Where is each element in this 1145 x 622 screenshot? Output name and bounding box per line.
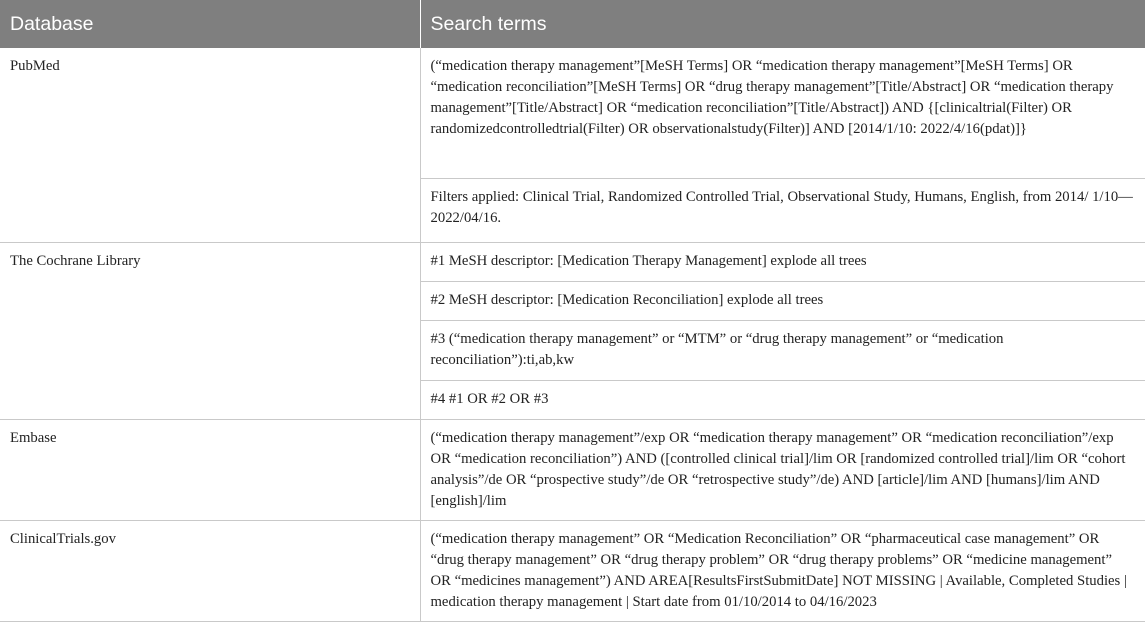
table-row <box>0 521 1145 622</box>
database-cell-pubmed: PubMed <box>0 48 420 243</box>
search-term-cell: #3 (“medication therapy management” or “MTM” or “drug therapy management” or “medication reconciliation”):ti,ab,kw <box>420 321 1145 381</box>
header-search-terms: Search terms <box>420 0 1145 48</box>
search-term-cell: Filters applied: Clinical Trial, Randomized Controlled Trial, Observational Study, Humans, English, from 2014/ 1/10—2022/04/16. <box>420 179 1145 243</box>
search-term-cell: (“medication therapy management”/exp OR “medication therapy management” OR “medication reconciliation”/exp OR “medication reconciliation”) AND ([controlled clinical trial]/lim OR [randomized controlled trial]/lim OR “cohort analysis”/de OR “prospective study”/de OR “retrospective study”/de) AND [article]/lim AND [humans]/lim AND [english]/lim <box>420 420 1145 521</box>
search-term-cell: (“medication therapy management”[MeSH Terms] OR “medication therapy management”[MeSH Terms] OR “medication reconciliation”[MeSH Terms] OR “drug therapy management”[Title/Abstract] OR “medication therapy management”[Title/Abstract] OR “medication reconciliation”[Title/Abstract]) AND {[clinicaltrial(Filter) OR randomizedcontrolledtrial(Filter) OR observationalstudy(Filter)] AND [2014/1/10: 2022/4/16(pdat)]} <box>420 48 1145 179</box>
table-row <box>0 243 1145 282</box>
table-body <box>0 48 1145 622</box>
database-cell-embase: Embase <box>0 420 420 521</box>
header-database: Database <box>0 0 420 48</box>
search-term-cell: #4 #1 OR #2 OR #3 <box>420 381 1145 420</box>
database-cell-clinicaltrials: ClinicalTrials.gov <box>0 521 420 622</box>
database-cell-cochrane: The Cochrane Library <box>0 243 420 420</box>
table-header <box>0 0 1145 48</box>
table-row <box>0 48 1145 179</box>
search-term-cell: (“medication therapy management” OR “Medication Reconciliation” OR “pharmaceutical case management” OR “drug therapy management” OR “drug therapy problem” OR “drug therapy problems” OR “medicine management” OR “medicines management”) AND AREA[ResultsFirstSubmitDate] NOT MISSING | Available, Completed Studies | medication therapy management | Start date from 01/10/2014 to 04/16/2023 <box>420 521 1145 622</box>
search-term-cell: #1 MeSH descriptor: [Medication Therapy Management] explode all trees <box>420 243 1145 282</box>
search-term-cell: #2 MeSH descriptor: [Medication Reconciliation] explode all trees <box>420 282 1145 321</box>
table-row <box>0 420 1145 521</box>
header-row <box>0 0 1145 48</box>
